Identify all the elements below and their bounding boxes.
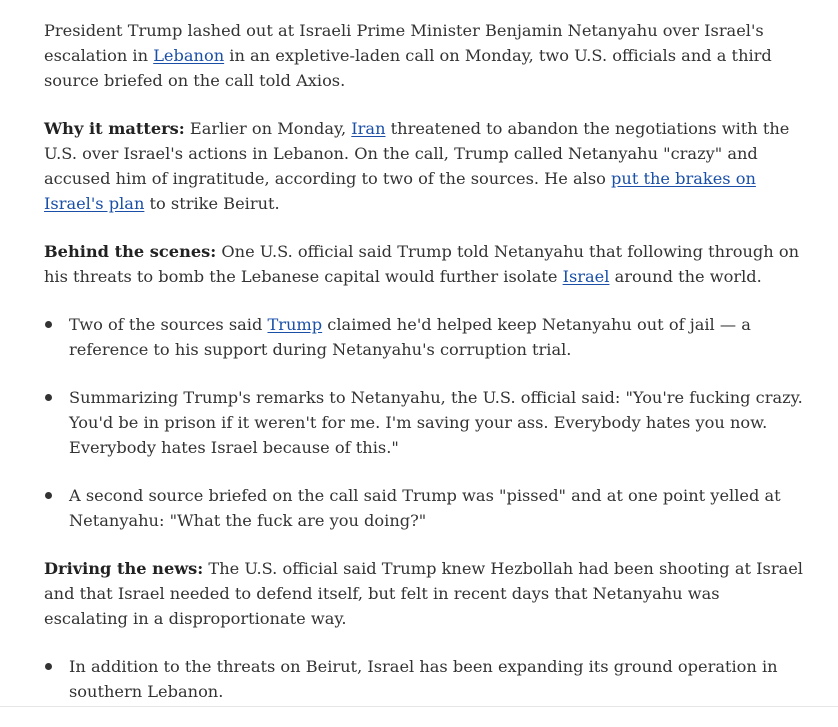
intro-text-end: in an expletive-laden call on Monday, two U.S. officials and a third source briefed on the call told Axios. <box>44 46 772 90</box>
why-it-matters-text-3: to strike Beirut. <box>144 194 280 213</box>
bullet-list-2 <box>44 654 804 704</box>
why-it-matters-label: Why it matters: <box>44 119 185 138</box>
driving-the-news-label: Driving the news: <box>44 559 204 578</box>
article-body <box>44 18 804 727</box>
behind-the-scenes-text-1: One U.S. official said Trump told Netanyahu that following through on his threats to bomb the Lebanese capital would further isolate <box>44 242 800 286</box>
list-item-text-2: claimed he'd helped keep Netanyahu out of jail — a reference to his support during Netanyahu's corruption trial. <box>69 315 751 359</box>
why-it-matters-text-2: threatened to abandon the negotiations with the U.S. over Israel's actions in Lebanon. On the call, Trump called Netanyahu "crazy" and accused him of ingratitude, according to two of the sources. He also <box>44 119 790 188</box>
bullet-icon <box>45 321 52 328</box>
why-it-matters-text-1: Earlier on Monday, <box>184 119 352 138</box>
intro-paragraph <box>44 18 804 93</box>
driving-the-news-paragraph <box>44 556 804 631</box>
brakes-plan-link[interactable]: put the brakes on Israel's plan <box>44 169 756 213</box>
list-item <box>44 385 804 460</box>
bullet-list-1 <box>44 312 804 533</box>
list-item-text: A second source briefed on the call said Trump was "pissed" and at one point yelled at Netanyahu: "What the fuck are you doing?" <box>69 486 781 530</box>
behind-the-scenes-paragraph <box>44 239 804 289</box>
bullet-icon <box>45 394 52 401</box>
list-item <box>44 654 804 704</box>
intro-text-start: President Trump lashed out at Israeli Prime Minister Benjamin Netanyahu over Israel's escalation in <box>44 21 764 65</box>
list-item <box>44 312 804 362</box>
list-item-text: Summarizing Trump's remarks to Netanyahu, the U.S. official said: "You're fucking crazy. You'd be in prison if it weren't for me. I'm saving your ass. Everybody hates you now. Everybody hates Israel because of this." <box>69 388 803 457</box>
trump-link[interactable]: Trump <box>267 315 323 334</box>
behind-the-scenes-text-2: around the world. <box>609 267 762 286</box>
bullet-icon <box>45 492 52 499</box>
why-it-matters-paragraph <box>44 116 804 216</box>
bullet-icon <box>45 663 52 670</box>
iran-link[interactable]: Iran <box>351 119 386 138</box>
list-item <box>44 483 804 533</box>
driving-the-news-text: The U.S. official said Trump knew Hezbollah had been shooting at Israel and that Israel needed to defend itself, but felt in recent days that Netanyahu was escalating in a disproportionate way. <box>44 559 803 628</box>
behind-the-scenes-label: Behind the scenes: <box>44 242 217 261</box>
lebanon-link[interactable]: Lebanon <box>153 46 225 65</box>
list-item-text-1: Two of the sources said <box>69 315 268 334</box>
list-item-text: In addition to the threats on Beirut, Israel has been expanding its ground operation in southern Lebanon. <box>69 657 778 701</box>
israel-link[interactable]: Israel <box>562 267 610 286</box>
